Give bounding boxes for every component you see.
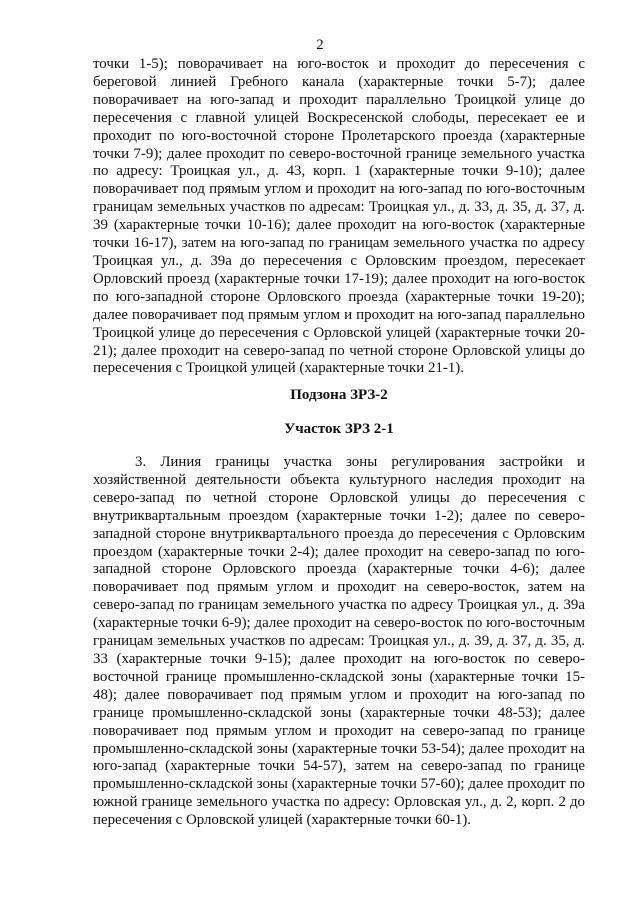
- paragraph-continued: точки 1-5); поворачивает на юго-восток и проходит до пересечения с береговой линией Гребного канала (характерные точки 5-7); далее поворачивает на юго-запад и проходит параллельно Троицкой улице до пересечения с главной улицей Воскресенской слободы, пересекает ее и проходит по юго-восточной стороне Пролетарского проезда (характерные точки 7-9); далее проходит по северо-восточной границе земельного участка по адресу: Троицкая ул., д. 43, корп. 1 (характерные точки 9-10); далее поворачивает под прямым углом и проходит на юго-запад по юго-восточным границам земельных участков по адресам: Троицкая ул., д. 33, д. 35, д. 37, д. 39 (характерные точки 10-16); далее проходит на юго-восток (характерные точки 16-17), затем на юго-запад по границам земельного участка по адресу Троицкая ул., д. 39а до пересечения с Орловским проездом, пересекает Орловский проезд (характерные точки 17-19); далее проходит на юго-восток по юго-западной стороне Орловского проезда (характерные точки 19-20); далее поворачивает под прямым углом и проходит на юго-запад параллельно Троицкой улице до пересечения с Орловской улицей (характерные точки 20-21); далее проходит на северо-запад по четной стороне Орловской улицы до пересечения с Троицкой улицей (характерные точки 21-1).: [93, 56, 585, 377]
- subzone-heading: Подзона ЗРЗ-2: [290, 387, 388, 403]
- paragraph-item-3: 3. Линия границы участка зоны регулирования застройки и хозяйственной деятельности объекта культурного наследия проходит на северо-запад по четной стороне Орловской улицы до пересечения с внутриквартальным проездом (характерные точки 1-2); далее по северо-западной стороне внутриквартального проезда до пересечения с Орловским проездом (характерные точки 2-4); далее проходит на северо-запад по юго-западной стороне Орловского проезда (характерные точки 4-6); далее поворачивает под прямым углом и проходит на северо-восток, затем на северо-запад по границам земельного участка по адресу Троицкая ул., д. 39а (характерные точки 6-9); далее проходит на северо-восток по юго-восточным границам земельных участков по адресам: Троицкая ул., д. 39, д. 37, д. 35, д. 33 (характерные точки 9-15); далее проходит на юго-восток по северо-восточной границе промышленно-складской зоны (характерные точки 15-48); далее поворачивает под прямым углом и проходит на юго-запад по границе промышленно-складской зоны (характерные точки 48-53); далее поворачивает под прямым углом и проходит на северо-запад по границе промышленно-складской зоны (характерные точки 53-54); далее проходит на юго-запад (характерные точки 54-57), затем на северо-запад по границе промышленно-складской зоны (характерные точки 57-60); далее проходит по южной границе земельного участка по адресу: Орловская ул., д. 2, корп. 2 до пересечения с Орловской улицей (характерные точки 60-1).: [93, 454, 585, 829]
- plot-heading: Участок ЗРЗ 2-1: [284, 421, 394, 437]
- page-number: 2: [316, 37, 324, 53]
